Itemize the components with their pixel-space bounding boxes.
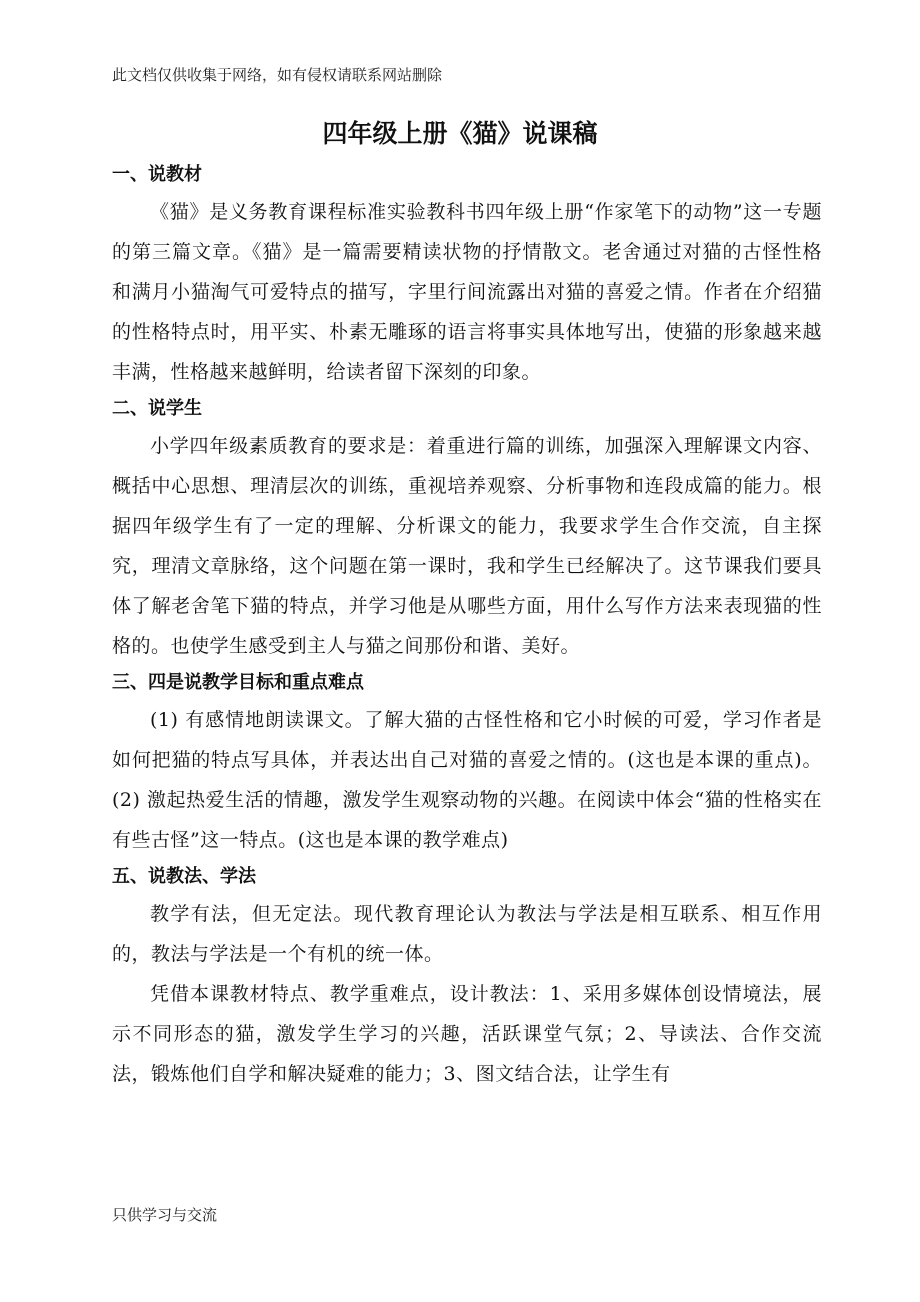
section-heading: 三、四是说教学目标和重点难点 (112, 672, 364, 693)
section-heading: 一、说教材 (112, 164, 202, 185)
section-objectives (112, 666, 822, 860)
section-paragraph: (1) 有感情地朗读课文。了解大猫的古怪性格和它小时候的可爱，学习作者是如何把猫的特点写具体，并表达出自己对猫的喜爱之情的。(这也是本课的重点)。 (2) 激起热爱生活的情趣，激发学生观察动物的兴趣。在阅读中体会“猫的性格实在有些古怪”这一特点。(这也是本课的教学难点) (112, 709, 822, 851)
section-paragraph: 教学有法，但无定法。现代教育理论认为教法与学法是相互联系、相互作用的，教法与学法是一个有机的统一体。 (112, 903, 822, 965)
footer-note: 只供学习与交流 (112, 1206, 218, 1224)
section-students (112, 392, 822, 666)
header-note: 此文档仅供收集于网络，如有侵权请联系网站删除 (112, 66, 443, 84)
section-textbook (112, 158, 822, 392)
section-heading: 二、说学生 (112, 398, 202, 419)
section-methods (112, 860, 822, 1094)
document-title: 四年级上册《猫》说课稿 (322, 119, 598, 148)
section-heading: 五、说教法、学法 (112, 866, 256, 887)
section-paragraph: 小学四年级素质教育的要求是：着重进行篇的训练，加强深入理解课文内容、概括中心思想、理清层次的训练，重视培养观察、分析事物和连段成篇的能力。根据四年级学生有了一定的理解、分析课文的能力，我要求学生合作交流，自主探究，理清文章脉络，这个问题在第一课时，我和学生已经解决了。这节课我们要具体了解老舍笔下猫的特点，并学习他是从哪些方面，用什么写作方法来表现猫的性格的。也使学生感受到主人与猫之间那份和谐、美好。 (112, 435, 822, 657)
section-paragraph: 凭借本课教材特点、教学重难点，设计教法：1、采用多媒体创设情境法，展示不同形态的猫，激发学生学习的兴趣，活跃课堂气氛；2、导读法、合作交流法，锻炼他们自学和解决疑难的能力；3、图文结合法，让学生有 (112, 983, 822, 1085)
section-paragraph: 《猫》是义务教育课程标准实验教科书四年级上册“作家笔下的动物”这一专题的第三篇文章。《猫》是一篇需要精读状物的抒情散文。老舍通过对猫的古怪性格和满月小猫淘气可爱特点的描写，字里行间流露出对猫的喜爱之情。作者在介绍猫的性格特点时，用平实、朴素无雕琢的语言将事实具体地写出，使猫的形象越来越丰满，性格越来越鲜明，给读者留下深刻的印象。 (112, 201, 822, 383)
document-body (112, 158, 822, 1094)
